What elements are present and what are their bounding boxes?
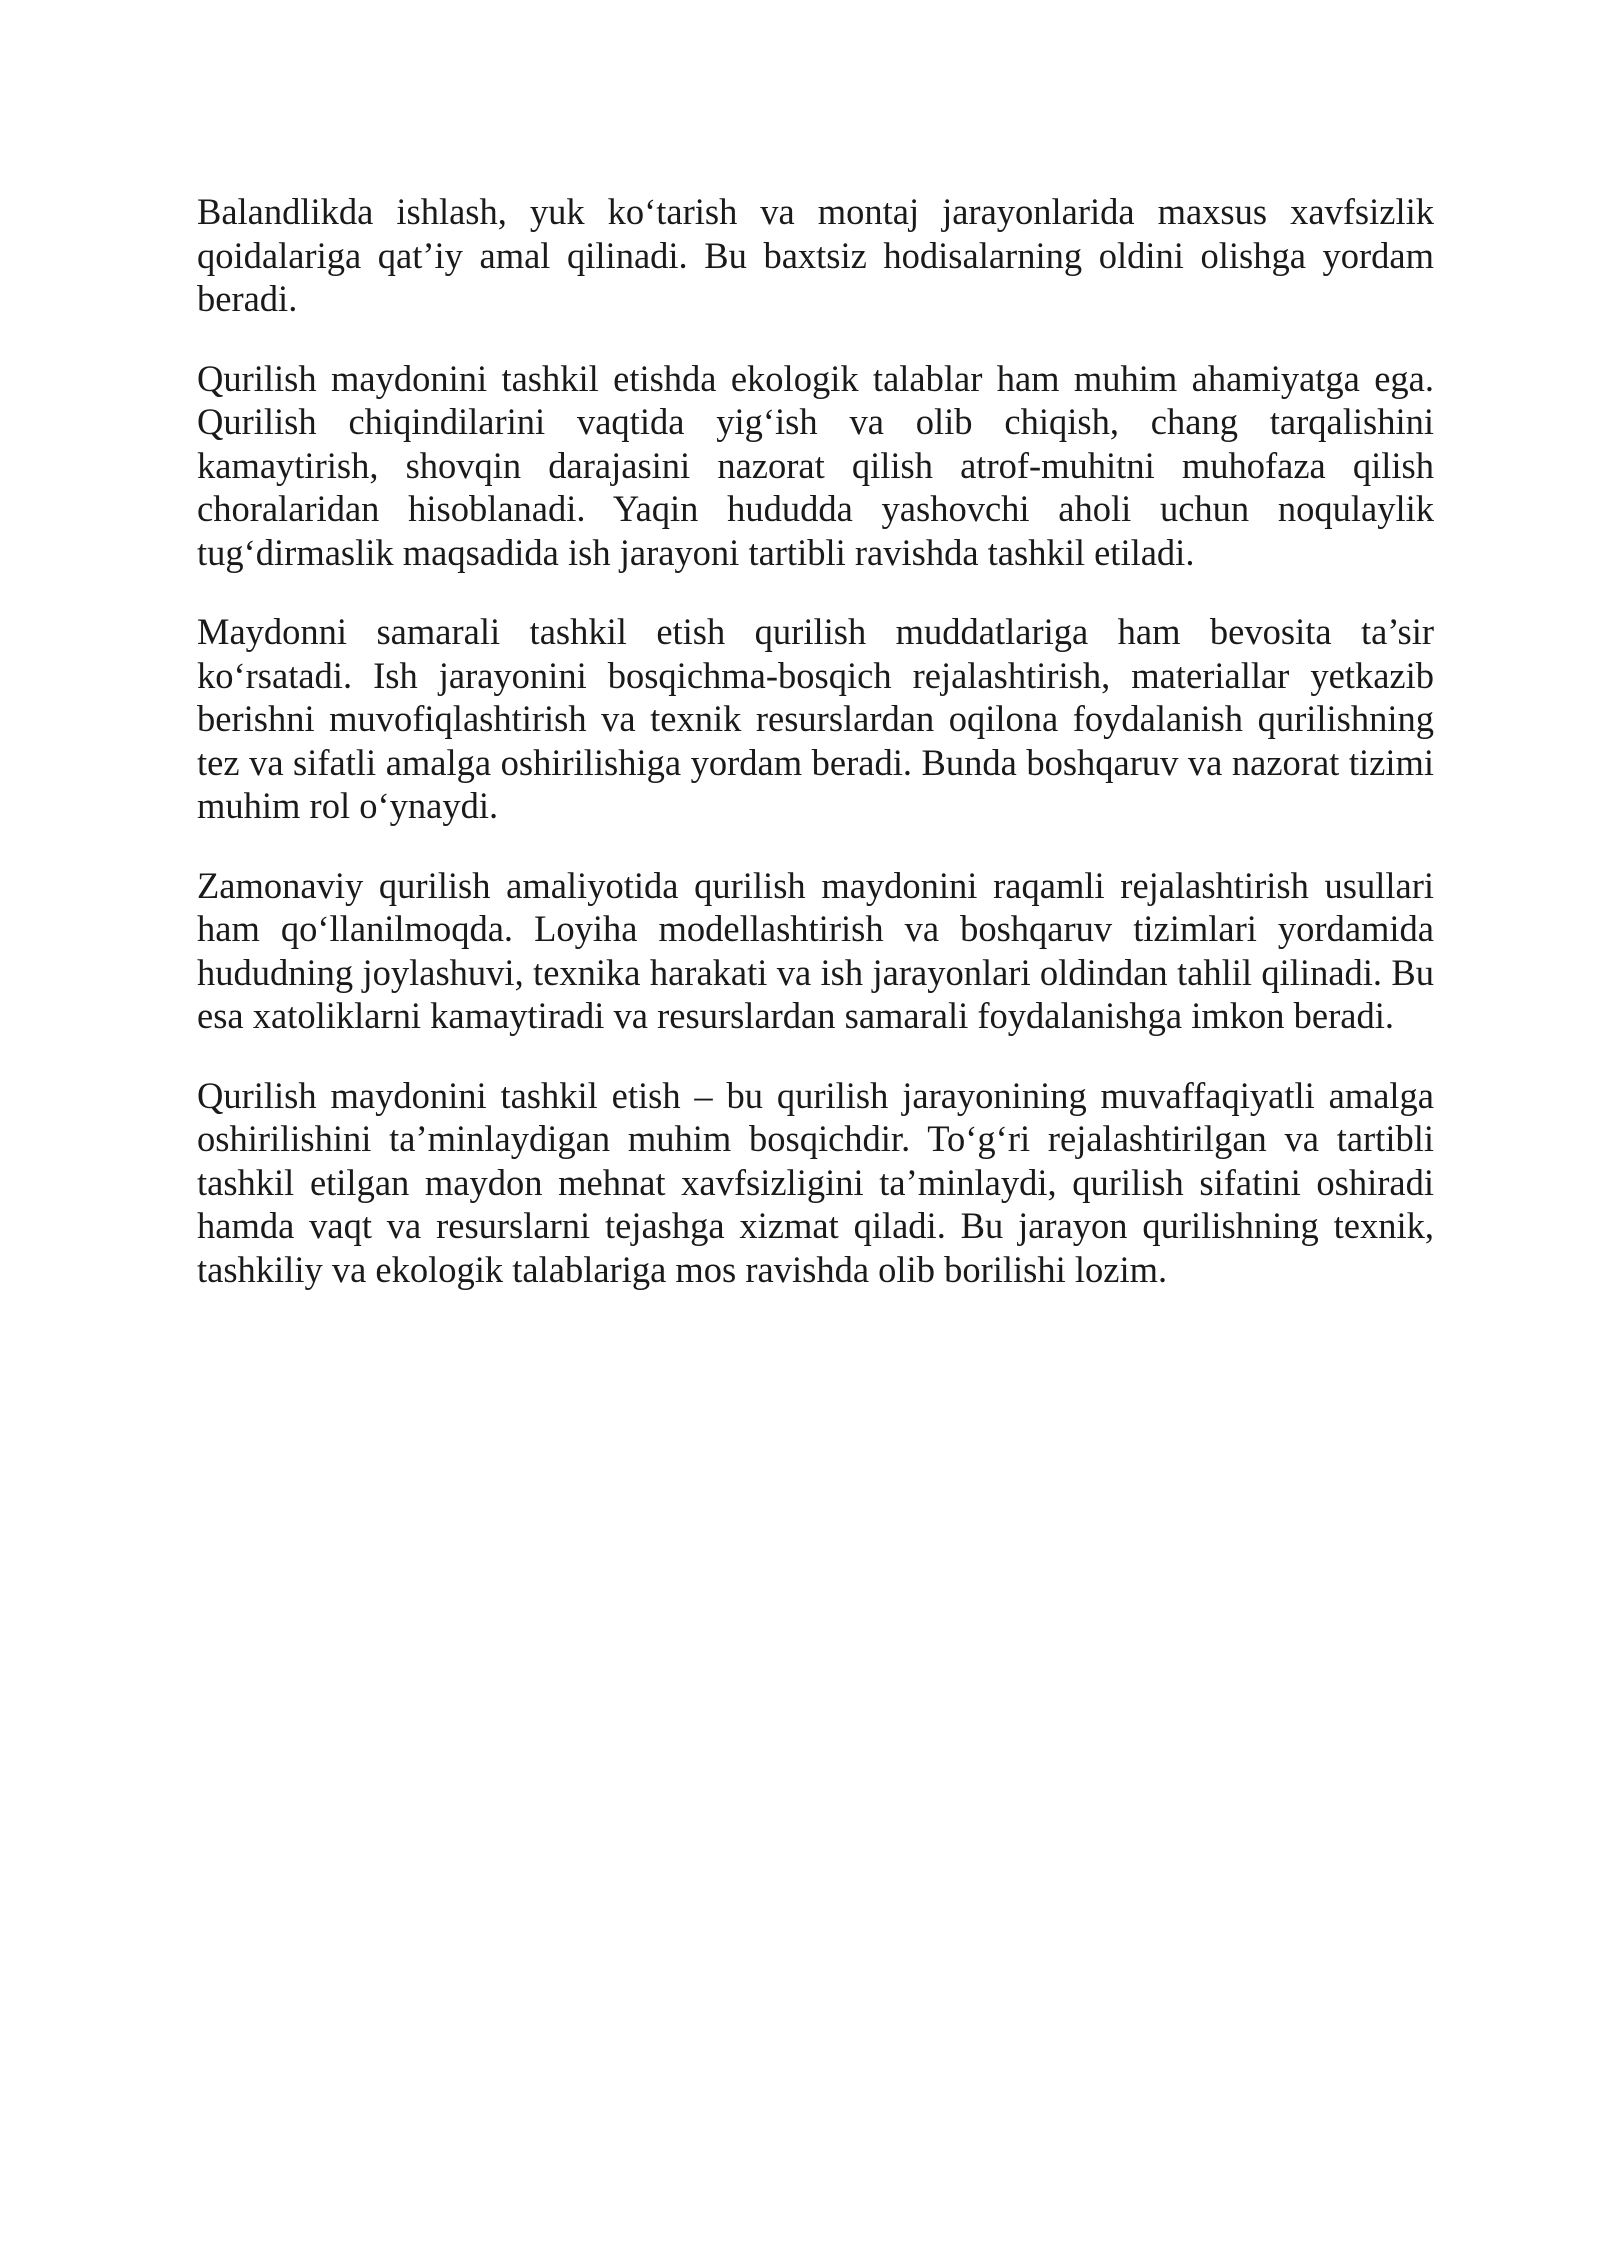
paragraph-digital-planning: Zamonaviy qurilish amaliyotida qurilish maydonini raqamli rejalashtirish usullari ham qo‘llanilmoqda. Loyiha modellashtirish va boshqaruv tizimlari yordamida hududning joylashuvi, texnika harakati va ish jarayonlari oldindan tahlil qilinadi. Bu esa xatoliklarni kamaytiradi va resurslardan samarali foydalanishga imkon beradi.	[197, 864, 1434, 1036]
paragraph-safety-rules: Balandlikda ishlash, yuk ko‘tarish va montaj jarayonlarida maxsus xavfsizlik qoidalariga qat’iy amal qilinadi. Bu baxtsiz hodisalarning oldini olishga yordam beradi.	[197, 191, 1434, 319]
paragraph-ecological-requirements: Qurilish maydonini tashkil etishda ekologik talablar ham muhim ahamiyatga ega. Qurilish chiqindilarini vaqtida yig‘ish va olib chiqish, chang tarqalishini kamaytirish, shovqin darajasini nazorat qilish atrof-muhitni muhofaza qilish choralaridan hisoblanadi. Yaqin hududda yashovchi aholi uchun noqulaylik tug‘dirmaslik maqsadida ish jarayoni tartibli ravishda tashkil etiladi.	[197, 357, 1434, 573]
document-body	[197, 190, 1434, 1327]
paragraph-conclusion: Qurilish maydonini tashkil etish – bu qurilish jarayonining muvaffaqiyatli amalga oshirilishini ta’minlaydigan muhim bosqichdir. To‘g‘ri rejalashtirilgan va tartibli tashkil etilgan maydon mehnat xavfsizligini ta’minlaydi, qurilish sifatini oshiradi hamda vaqt va resurslarni tejashga xizmat qiladi. Bu jarayon qurilishning texnik, tashkiliy va ekologik talablariga mos ravishda olib borilishi lozim.	[197, 1074, 1434, 1290]
paragraph-construction-deadlines: Maydonni samarali tashkil etish qurilish muddatlariga ham bevosita ta’sir ko‘rsatadi. Ish jarayonini bosqichma-bosqich rejalashtirish, materiallar yetkazib berishni muvofiqlashtirish va texnik resurslardan oqilona foydalanish qurilishning tez va sifatli amalga oshirilishiga yordam beradi. Bunda boshqaruv va nazorat tizimi muhim rol o‘ynaydi.	[197, 611, 1434, 826]
